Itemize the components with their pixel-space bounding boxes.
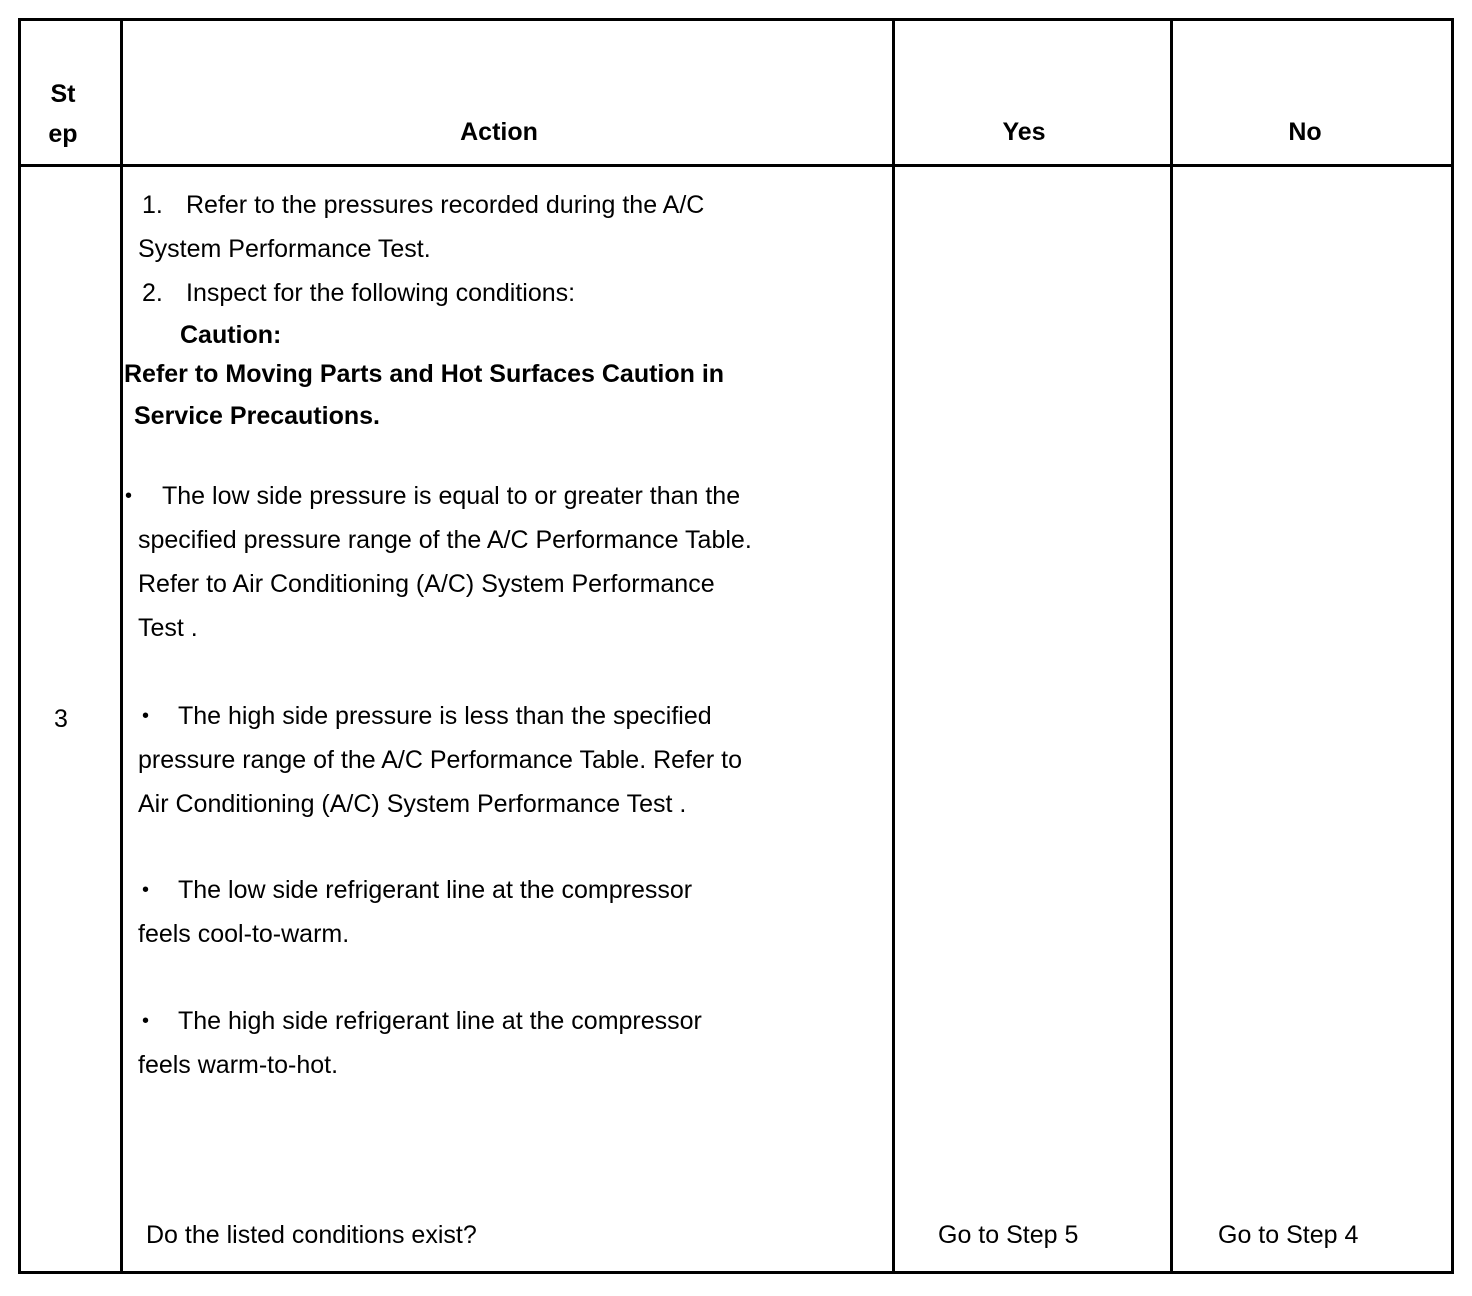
bullet3-line1: The low side refrigerant line at the compressor: [178, 876, 693, 904]
bullet1-symbol: •: [125, 485, 133, 507]
table-border-left: [18, 18, 21, 1274]
caution-label: Caution:: [180, 321, 282, 349]
bullet2-line3: Air Conditioning (A/C) System Performance Test .: [138, 790, 687, 818]
header-action: Action: [460, 118, 538, 146]
column-divider-action: [892, 18, 895, 1274]
table-border-bottom: [18, 1271, 1454, 1274]
bullet2-symbol: •: [142, 705, 150, 727]
table-border-top: [18, 18, 1454, 21]
bullet4-symbol: •: [142, 1010, 150, 1032]
column-divider-yes: [1170, 18, 1173, 1274]
bullet4-line2: feels warm-to-hot.: [138, 1051, 339, 1079]
header-step: [22, 74, 104, 154]
bullet1-line1: The low side pressure is equal to or greater than the: [162, 482, 741, 510]
bullet2-line2: pressure range of the A/C Performance Table. Refer to: [138, 746, 743, 774]
header-step-line1: St: [50, 80, 76, 108]
item1-line1: Refer to the pressures recorded during the A/C: [186, 191, 705, 219]
header-yes: Yes: [1002, 118, 1046, 146]
item1-number: 1.: [142, 191, 163, 219]
bullet1-line3: Refer to Air Conditioning (A/C) System Performance: [138, 570, 715, 598]
yes-go-to-step: Go to Step 5: [938, 1221, 1079, 1249]
bullet3-line2: feels cool-to-warm.: [138, 920, 350, 948]
caution-line1: Refer to Moving Parts and Hot Surfaces Caution in: [124, 360, 725, 388]
bullet1-line2: specified pressure range of the A/C Performance Table.: [138, 526, 752, 554]
column-divider-step: [120, 18, 123, 1274]
no-go-to-step: Go to Step 4: [1218, 1221, 1359, 1249]
bullet3-symbol: •: [142, 879, 150, 901]
item1-line2: System Performance Test.: [138, 235, 431, 263]
header-divider: [18, 164, 1454, 167]
item2-number: 2.: [142, 279, 163, 307]
header-step-line2: ep: [48, 120, 78, 148]
table-border-right: [1451, 18, 1454, 1274]
caution-line2: Service Precautions.: [134, 402, 380, 430]
step-number: 3: [54, 705, 68, 733]
bullet4-line1: The high side refrigerant line at the compressor: [178, 1007, 702, 1035]
bullet1-line4: Test .: [138, 614, 198, 642]
bullet2-line1: The high side pressure is less than the specified: [178, 702, 712, 730]
header-no: No: [1288, 118, 1322, 146]
item2-line1: Inspect for the following conditions:: [186, 279, 576, 307]
action-question: Do the listed conditions exist?: [146, 1221, 477, 1249]
